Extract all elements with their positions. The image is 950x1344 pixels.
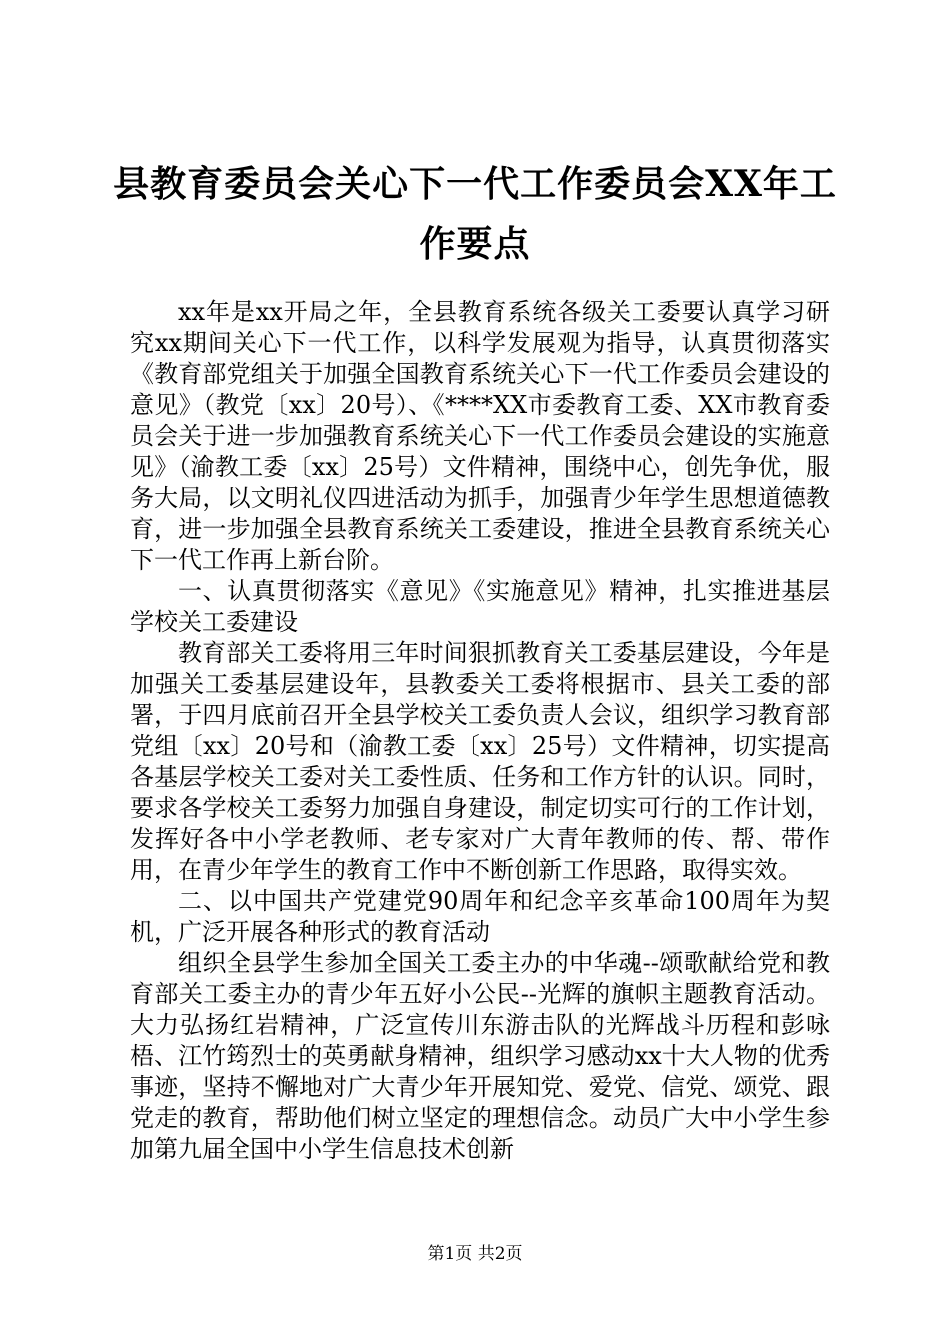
intro-paragraph: xx年是xx开局之年，全县教育系统各级关工委要认真学习研究xx期间关心下一代工作，以科学发展观为指导，认真贯彻落实《教育部党组关于加强全国教育系统关心下一代工作委员会建设的意见》（教党〔xx〕20号）、《****XX市委教育工委、XX市教育委员会关于进一步加强教育系统关心下一代工作委员会建设的实施意见》（渝教工委〔xx〕25号）文件精神，围绕中心，创先争优，服务大局，以文明礼仪四进活动为抓手，加强青少年学生思想道德教育，进一步加强全县教育系统关工委建设，推进全县教育系统关心下一代工作再上新台阶。 bbox=[130, 298, 830, 574]
section-1-paragraph: 教育部关工委将用三年时间狠抓教育关工委基层建设，今年是加强关工委基层建设年，县教委关工委将根据市、县关工委的部署，于四月底前召开全县学校关工委负责人会议，组织学习教育部党组〔xx〕20号和（渝教工委〔xx〕25号）文件精神，切实提高各基层学校关工委对关工委性质、任务和工作方针的认识。同时，要求各学校关工委努力加强自身建设，制定切实可行的工作计划，发挥好各中小学老教师、老专家对广大青年教师的传、帮、带作用，在青少年学生的教育工作中不断创新工作思路，取得实效。 bbox=[130, 639, 830, 884]
section-2-paragraph: 组织全县学生参加全国关工委主办的中华魂--颂歌献给党和教育部关工委主办的青少年五好小公民--光辉的旗帜主题教育活动。大力弘扬红岩精神，广泛宣传川东游击队的光辉战斗历程和彭咏梧、江竹筠烈士的英勇献身精神，组织学习感动xx十大人物的优秀事迹，坚持不懈地对广大青少年开展知党、爱党、信党、颂党、跟党走的教育，帮助他们树立坚定的理想信念。动员广大中小学生参加第九届全国中小学生信息技术创新 bbox=[130, 949, 830, 1163]
section-heading-1: 一、认真贯彻落实《意见》《实施意见》精神，扎实推进基层学校关工委建设 bbox=[130, 577, 830, 636]
document-body bbox=[130, 297, 830, 1165]
document-title-line-1: 县教育委员会关心下一代工作委员会XX年工 bbox=[113, 163, 837, 205]
document-title-line-2: 作要点 bbox=[419, 223, 531, 265]
page-footer: 第1页 共2页 bbox=[427, 1244, 523, 1264]
section-heading-2: 二、以中国共产党建党90周年和纪念辛亥革命100周年为契机，广泛开展各种形式的教育活动 bbox=[130, 887, 830, 946]
